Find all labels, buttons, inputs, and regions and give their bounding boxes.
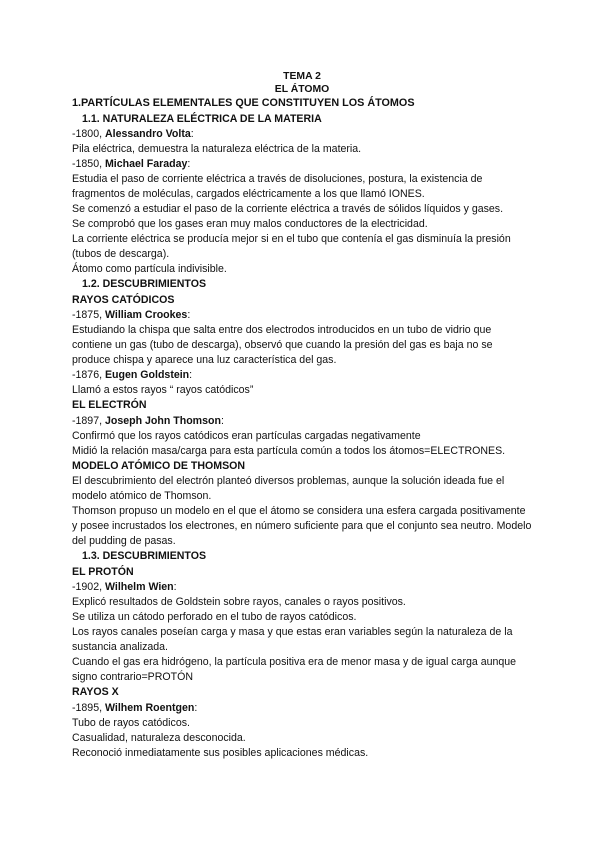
faraday-year: -1850, bbox=[72, 158, 105, 170]
heading-el-electron: EL ELECTRÓN bbox=[72, 399, 147, 411]
volta-colon: : bbox=[190, 128, 194, 140]
wien-name: Wilhelm Wien bbox=[104, 581, 174, 593]
crookes-name: William Crookes bbox=[104, 309, 188, 321]
volta-name: Alessandro Volta bbox=[104, 128, 191, 140]
entry-wien-header bbox=[72, 580, 532, 595]
wien-year: -1902, bbox=[72, 581, 105, 593]
entry-crookes-header bbox=[72, 308, 532, 323]
wien-paragraph-4: Cuando el gas era hidrógeno, la partícula positiva era de menor masa y de igual carga aunque signo contrario=PROTÓN bbox=[72, 656, 517, 683]
faraday-name: Michael Faraday bbox=[104, 158, 188, 170]
roentgen-paragraph-3: Reconoció inmediatamente sus posibles aplicaciones médicas. bbox=[72, 746, 369, 759]
heading-modelo-thomson: MODELO ATÓMICO DE THOMSON bbox=[72, 459, 246, 472]
roentgen-year: -1895, bbox=[72, 701, 105, 714]
modelo-paragraph-1: El descubrimiento del electrón planteó diversos problemas, aunque la solución ideada fue el modelo atómico de Thomson. bbox=[72, 475, 505, 502]
subsection-heading-naturaleza: 1.1. NATURALEZA ELÉCTRICA DE LA MATERIA bbox=[82, 112, 322, 125]
goldstein-colon: : bbox=[189, 369, 193, 381]
tema-label: TEMA 2 bbox=[283, 71, 321, 82]
faraday-colon: : bbox=[187, 158, 191, 170]
entry-volta-header bbox=[72, 127, 532, 142]
heading-rayos-x: RAYOS X bbox=[72, 686, 119, 698]
crookes-colon: : bbox=[187, 309, 191, 321]
volta-year: -1800, bbox=[72, 128, 105, 140]
subsection-heading-descubrimientos-2: 1.3. DESCUBRIMIENTOS bbox=[82, 550, 207, 562]
wien-colon: : bbox=[173, 581, 177, 593]
roentgen-colon: : bbox=[194, 701, 198, 714]
faraday-paragraph-2: Se comenzó a estudiar el paso de la corriente eléctrica a través de sólidos líquidos y gases. bbox=[72, 203, 504, 215]
heading-rayos-catodicos: RAYOS CATÓDICOS bbox=[72, 293, 175, 306]
goldstein-year: -1876, bbox=[72, 369, 105, 381]
heading-el-proton: EL PROTÓN bbox=[72, 565, 134, 578]
subsection-heading-descubrimientos-1: 1.2. DESCUBRIMIENTOS bbox=[82, 278, 207, 290]
volta-text: Pila eléctrica, demuestra la naturaleza eléctrica de la materia. bbox=[72, 143, 362, 155]
wien-paragraph-2: Se utiliza un cátodo perforado en el tubo de rayos catódicos. bbox=[72, 611, 357, 623]
crookes-text: Estudiando la chispa que salta entre dos electrodos introducidos en un tubo de vidrio que contiene un gas (tubo de descarga), observó que cuando la presión del gas es baja no se produce chispa y aparece una luz característica del gas. bbox=[72, 324, 493, 366]
document-title: EL ÁTOMO bbox=[274, 84, 330, 95]
thomson-paragraph-2: Midió la relación masa/carga para esta partícula común a todos los átomos=ELECTRONES. bbox=[72, 444, 506, 457]
section-heading-particulas: 1.PARTÍCULAS ELEMENTALES QUE CONSTITUYEN LOS ÁTOMOS bbox=[72, 97, 415, 109]
roentgen-paragraph-1: Tubo de rayos catódicos. bbox=[72, 716, 190, 729]
thomson-paragraph-1: Confirmó que los rayos catódicos eran partículas cargadas negativamente bbox=[72, 429, 421, 442]
entry-roentgen-header bbox=[72, 701, 532, 716]
crookes-year: -1875, bbox=[72, 309, 105, 321]
roentgen-name: Wilhem Roentgen bbox=[104, 701, 195, 714]
wien-paragraph-3: Los rayos canales poseían carga y masa y que estas eran variables según la naturaleza de la sustancia analizada. bbox=[72, 626, 513, 653]
modelo-paragraph-2: Thomson propuso un modelo en el que el átomo se considera una esfera cargada positivamente y posee incrustados los electrones, en número suficiente para que el conjunto sea neutro. Modelo del pudding de pasas. bbox=[72, 505, 532, 547]
thomson-colon: : bbox=[220, 414, 224, 427]
faraday-paragraph-4: La corriente eléctrica se producía mejor si en el tubo que contenía el gas disminuía la presión (tubos de descarga). bbox=[72, 233, 511, 260]
faraday-paragraph-5: Átomo como partícula indivisible. bbox=[72, 263, 227, 275]
document-page bbox=[72, 70, 532, 761]
goldstein-name: Eugen Goldstein bbox=[104, 369, 190, 381]
entry-faraday-header bbox=[72, 157, 532, 172]
entry-goldstein-header bbox=[72, 368, 532, 383]
goldstein-text: Llamó a estos rayos “ rayos catódicos” bbox=[72, 384, 254, 396]
thomson-name: Joseph John Thomson bbox=[104, 414, 221, 427]
faraday-paragraph-1: Estudia el paso de corriente eléctrica a través de disoluciones, postura, la existencia de fragmentos de moléculas, cargados eléctricamente a los que llamó IONES. bbox=[72, 173, 483, 200]
thomson-year: -1897, bbox=[72, 414, 105, 427]
entry-thomson-header bbox=[72, 414, 532, 429]
wien-paragraph-1: Explicó resultados de Goldstein sobre rayos, canales o rayos positivos. bbox=[72, 596, 406, 608]
faraday-paragraph-3: Se comprobó que los gases eran muy malos conductores de la electricidad. bbox=[72, 218, 428, 230]
roentgen-paragraph-2: Casualidad, naturaleza desconocida. bbox=[72, 731, 246, 744]
